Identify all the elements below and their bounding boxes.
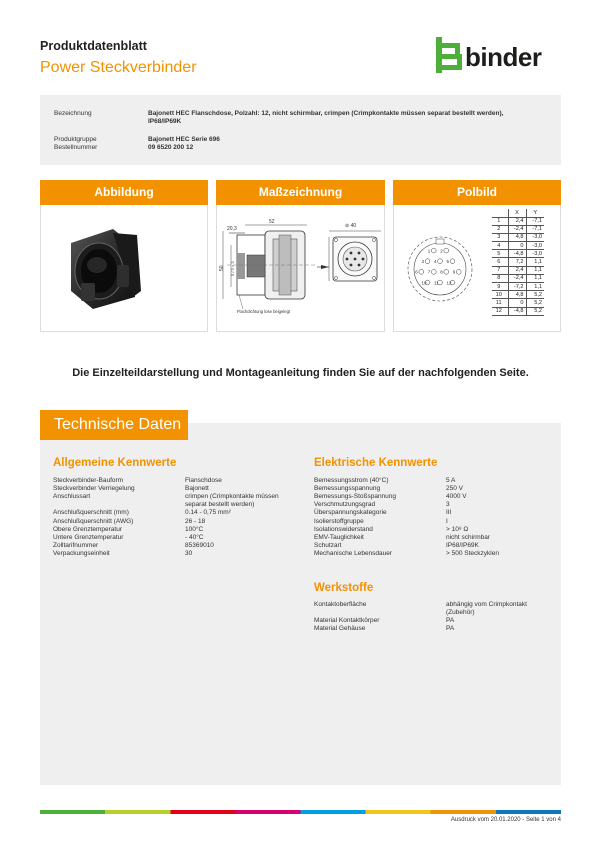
pin-table-cell: 10 [492,291,508,299]
pin-number: 9 [452,269,456,275]
pin-table-header-cell: Y [526,209,544,217]
pin-table-cell: 1,1 [526,258,544,266]
spec-label: EMV-Tauglichkeit [314,533,364,541]
spec-label: Material Kontaktkörper [314,617,380,625]
pin-table-cell: 1,1 [526,274,544,282]
pin-number: 2 [440,248,443,254]
product-info-box [40,95,561,165]
pin-layout-diagram [394,205,484,331]
spec-value: 100°C [185,525,204,533]
pin-number: 3 [421,259,425,264]
pin-table-cell: 7,2 [508,258,526,266]
dimension-52: 52 [269,219,275,225]
spec-value: PA [446,617,455,625]
pin-table-cell: 8 [492,274,508,282]
info-value: Bajonett HEC Serie 696 [148,136,220,143]
polbild-panel [393,205,561,332]
document-title: Produktdatenblatt [40,39,147,53]
spec-label: Bemessungsstrom (40°C) [314,477,389,484]
spec-value: nicht schirmbar [446,533,491,541]
dimension-m: 5 / 3 × 3 [230,261,235,276]
pin-table-cell: 3 [492,233,508,241]
pin-coordinate-table [492,209,544,316]
allgemeine-kennwerte-title: Allgemeine Kennwerte [53,457,177,469]
dimension-drawing [217,205,384,331]
section-header-polbild: Polbild [393,180,561,205]
info-value: 09 6520 200 12 [148,144,194,151]
pin-number: 6 [415,269,418,275]
spec-value: 85369010 [185,541,214,549]
dimension-50: 50 [219,265,225,271]
pin-number: 5 [446,259,449,264]
pin-table-row [492,250,544,258]
spec-label: Untere Grenztemperatur [53,533,124,541]
spec-label: Steckverbinder Verriegelung [53,485,135,493]
pin-marker [456,269,461,274]
spec-value: PA [446,625,455,633]
pin-table-cell: 2 [492,225,508,233]
pin-table-cell: -2,4 [508,225,526,233]
spec-label: Anschlussart [53,493,91,501]
spec-value: 3 [446,501,450,509]
spec-label: Mechanische Lebensdauer [314,549,393,557]
pin-table-cell: 0 [508,299,526,307]
spec-value: - 40°C [185,533,204,541]
pin-table-cell: -7,2 [508,283,526,291]
pin-marker [419,269,424,274]
spec-value: 250 V [446,485,463,493]
pin-table-cell: 4 [492,242,508,250]
pin-table-row [492,233,544,241]
pin-marker [444,248,449,253]
info-label: Bestellnummer [54,144,98,151]
spec-label: Bemessungs-Stoßspannung [314,493,397,501]
spec-value: Flanschdose [185,477,222,484]
spec-label: Bemessungsspannung [314,485,381,493]
section-header-masszeichnung: Maßzeichnung [216,180,385,205]
pin-table-cell: -7,1 [526,217,544,225]
masszeichnung-panel [216,205,385,332]
spec-label: Anschlußquerschnitt (mm) [53,509,129,517]
pin-table-cell: -4,8 [508,250,526,258]
binder-logo [436,37,556,77]
pin-table-row [492,291,544,299]
pin-number: 8 [440,269,443,275]
pin-table-cell: -4,8 [508,307,526,315]
spec-value: abhängig vom Crimpkontakt [446,601,527,608]
pin-table-row [492,307,544,315]
pin-table-row [492,283,544,291]
pin-table-cell: 4,8 [508,291,526,299]
pin-table-cell: 6 [492,258,508,266]
spec-value: > 10⁸ Ω [446,525,469,533]
pin-table-body [492,217,544,315]
spec-label: Verpackungseinheit [53,549,110,557]
spec-label: Obere Grenztemperatur [53,525,123,533]
pin-table-row [492,274,544,282]
pin-table-cell: 9 [492,283,508,291]
pin-table-cell: -3,0 [526,233,544,241]
spec-label: Kontaktoberfläche [314,601,367,608]
pin-marker [444,269,449,274]
spec-value: > 500 Steckzyklen [446,549,499,557]
pin-number: 10 [421,280,427,286]
elektrische-kennwerte-title: Elektrische Kennwerte [314,457,438,469]
pin-markers [415,248,461,285]
spec-label: Schutzart [314,541,342,549]
spec-value: 0.14 - 0,75 mm² [185,509,231,517]
pin-table-row [492,242,544,250]
spec-value: (Zubehör) [446,609,475,617]
pin-table-cell: -3,0 [526,250,544,258]
info-value: IP68/IP69K [148,118,182,125]
drawing-caption: Flachdichtung lose beigelegt [237,309,291,314]
spec-label: Isolierstoffgruppe [314,517,364,525]
pin-table-cell: 1,1 [526,266,544,274]
pin-table-header-cell: X [508,209,526,217]
spec-value: Bajonett [185,485,209,493]
pin-table-cell: -2,4 [508,274,526,282]
spec-label: Anschlußquerschnitt (AWG) [53,517,134,525]
pin-table-cell: 1,1 [526,283,544,291]
pin-marker [438,259,443,264]
pin-table-cell: 0 [508,242,526,250]
pin-table-cell: 12 [492,307,508,315]
pin-number: 12 [446,280,452,286]
pin-table-cell: 4,8 [508,233,526,241]
info-label: Produktgruppe [54,136,97,143]
color-stripe [40,810,561,814]
pin-number: 1 [427,248,431,254]
assembly-note: Die Einzelteildarstellung und Montageanleitung finden Sie auf der nachfolgenden Seite. [72,367,529,379]
pin-marker [450,259,455,264]
pin-table-cell: 5 [492,250,508,258]
pin-table-row [492,258,544,266]
pin-marker [431,248,436,253]
pin-table-cell: 11 [492,299,508,307]
binder-wordmark: binder [465,42,542,72]
pin-table-cell: 2,4 [508,266,526,274]
spec-label: Zolltarifnummer [53,541,99,549]
dimension-20-3: 20,3 [227,226,237,232]
print-footer: Ausdruck vom 20.01.2020 - Seite 1 von 4 [450,817,561,823]
spec-value: separat bestellt werden) [185,501,255,509]
spec-value: crimpen (Crimpkontakte müssen [185,493,279,501]
info-value: Bajonett HEC Flanschdose, Polzahl: 12, nicht schirmbar, crimpen (Crimpkontakte müssen separat bestellt werden), [148,110,504,117]
pin-table-header [492,209,544,217]
spec-label: Überspannungskategorie [314,509,387,517]
pin-table-cell: -3,0 [526,242,544,250]
pin-table-row [492,225,544,233]
spec-label: Verschmutzungsgrad [314,501,376,509]
werkstoffe-title: Werkstoffe [314,582,374,594]
spec-value: I [446,517,448,525]
spec-label: Steckverbinder-Bauform [53,477,124,484]
pin-table-cell: 5,2 [526,291,544,299]
pin-table-cell: 2,4 [508,217,526,225]
pin-table-cell: 7 [492,266,508,274]
spec-value: 5 A [446,477,456,484]
product-photo-image [41,205,207,331]
pin-table-row [492,299,544,307]
document-subtitle: Power Steckverbinder [40,59,197,76]
pin-marker [425,259,430,264]
info-label: Bezeichnung [54,110,92,117]
binder-mark-icon [436,37,462,73]
pin-table-cell: 5,2 [526,299,544,307]
pin-number: 11 [434,280,439,286]
spec-value: 4000 V [446,493,467,501]
pin-number: 7 [427,269,431,275]
pin-marker [431,269,436,274]
pin-table-row [492,266,544,274]
spec-label: Material Gehäuse [314,625,366,633]
pin-table-cell: 1 [492,217,508,225]
spec-value: III [446,509,452,517]
abbildung-panel [40,205,208,332]
pin-number: 4 [434,259,437,264]
spec-value: 30 [185,549,193,557]
pin-table-cell: -7,1 [526,225,544,233]
technical-data-tab: Technische Daten [40,410,188,440]
section-header-abbildung: Abbildung [40,180,208,205]
dimension-40: ⊘ 40 [345,223,357,229]
spec-value: IP68/IP69K [446,541,479,549]
spec-label: Isolationswiderstand [314,525,373,533]
spec-value: 26 - 18 [185,517,206,525]
pin-table-row [492,217,544,225]
pin-table-cell: 5,2 [526,307,544,315]
pin-table-header-cell [492,209,508,217]
